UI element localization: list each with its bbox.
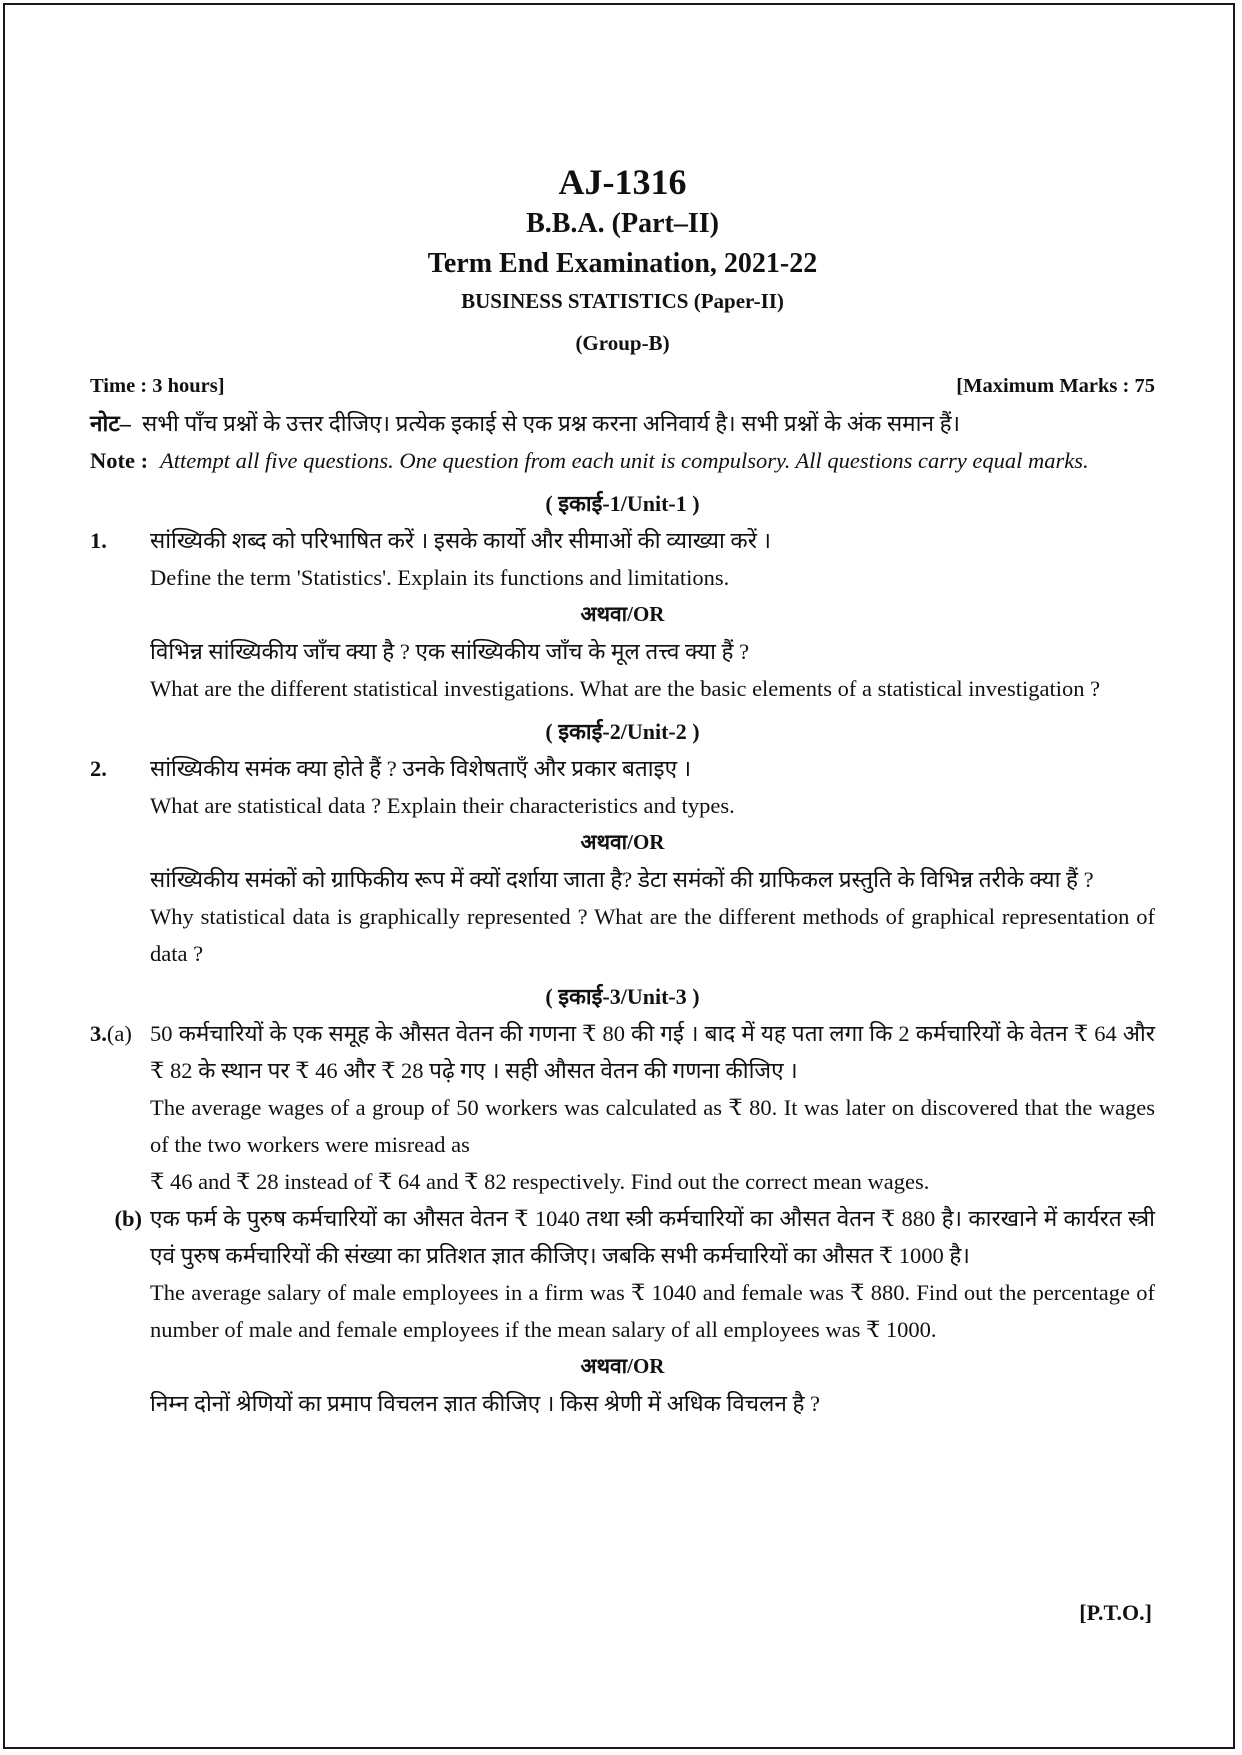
question-1-alt-english: What are the different statistical investigations. What are the basic elements of a statistical investigation ? xyxy=(150,676,1101,701)
question-3a-english-1: The average wages of a group of 50 workers was calculated as ₹ 80. It was later on discovered that the wages of the two workers were misread as xyxy=(150,1095,1155,1157)
question-1-english: Define the term 'Statistics'. Explain its functions and limitations. xyxy=(150,565,730,590)
course-name: B.B.A. (Part–II) xyxy=(526,208,719,239)
sub-part-b-label: (b) xyxy=(114,1206,142,1231)
question-1-hindi: सांख्यिकी शब्द को परिभाषित करें । इसके कार्यो और सीमाओं की व्याख्या करें । xyxy=(150,528,772,553)
question-number: 2. xyxy=(90,756,107,781)
question-3-number: 3. xyxy=(90,1021,107,1046)
question-3-alt-hindi: निम्न दोनों श्रेणियों का प्रमाप विचलन ज्ञात कीजिए । किस श्रेणी में अधिक विचलन है ? xyxy=(150,1391,821,1416)
note-english-label: Note : xyxy=(90,448,149,473)
question-1 xyxy=(90,522,1155,596)
note-english-text: Attempt all five questions. One question from each unit is compulsory. All questions carry equal marks. xyxy=(160,448,1089,473)
time-allowed: Time : 3 hours] xyxy=(90,375,225,397)
question-2-alt-english: Why statistical data is graphically represented ? What are the different methods of graphical representation of data ? xyxy=(150,904,1155,966)
please-turn-over: [P.T.O.] xyxy=(1079,1600,1152,1625)
question-3-alternative xyxy=(90,1385,1155,1422)
question-2-hindi: सांख्यिकीय समंक क्या होते हैं ? उनके विशेषताएँ और प्रकार बताइए । xyxy=(150,756,692,781)
question-2-alternative xyxy=(90,861,1155,972)
question-1-alt-hindi: विभिन्न सांख्यिकीय जाँच क्या है ? एक सांख्यिकीय जाँच के मूल तत्त्व क्या हैं ? xyxy=(150,639,750,664)
question-3b xyxy=(90,1200,1155,1348)
question-3b-hindi: एक फर्म के पुरुष कर्मचारियों का औसत वेतन ₹ 1040 तथा स्त्री कर्मचारियों का औसत वेतन ₹ 880 है। कारखाने में कार्यरत स्त्री एवं पुरुष कर्मचारियों की संख्या का प्रतिशत ज्ञात कीजिए। जबकि सभी कर्मचारियों का औसत ₹ 1000 है। xyxy=(150,1206,1155,1268)
question-1-alternative xyxy=(90,633,1155,707)
question-3a-english-2: ₹ 46 and ₹ 28 instead of ₹ 64 and ₹ 82 respectively. Find out the correct mean wages. xyxy=(150,1169,930,1194)
question-3a-hindi: 50 कर्मचारियों के एक समूह के औसत वेतन की गणना ₹ 80 की गई । बाद में यह पता लगा कि 2 कर्मचारियों के वेतन ₹ 64 और ₹ 82 के स्थान पर ₹ 46 और ₹ 28 पढ़े गए । सही औसत वेतन की गणना कीजिए । xyxy=(150,1021,1155,1083)
exam-name: Term End Examination, 2021-22 xyxy=(427,248,818,279)
unit-2-heading: ( इकाई-2/Unit-2 ) xyxy=(545,719,700,744)
note-hindi xyxy=(90,405,1155,442)
question-2-english: What are statistical data ? Explain their characteristics and types. xyxy=(150,793,735,818)
question-3a-continuation xyxy=(90,1163,1155,1200)
unit-3-heading: ( इकाई-3/Unit-3 ) xyxy=(545,984,700,1009)
exam-paper xyxy=(90,160,1155,1422)
question-3a xyxy=(90,1015,1155,1163)
unit-1-heading: ( इकाई-1/Unit-1 ) xyxy=(545,491,700,516)
time-marks-row xyxy=(90,368,1155,405)
note-english xyxy=(90,442,1155,479)
note-hindi-text: सभी पाँच प्रश्नों के उत्तर दीजिए। प्रत्येक इकाई से एक प्रश्न करना अनिवार्य है। सभी प्रश्नों के अंक समान हैं। xyxy=(142,411,961,436)
or-divider: अथवा/OR xyxy=(580,830,665,854)
sub-part-a-label: (a) xyxy=(106,1021,132,1046)
question-2-alt-hindi: सांख्यिकीय समंकों को ग्राफिकीय रूप में क्यों दर्शाया जाता है? डेटा समंकों की ग्राफिकल प्रस्तुति के विभिन्न तरीके क्या हैं ? xyxy=(150,867,1094,892)
subject-name: BUSINESS STATISTICS (Paper-II) xyxy=(461,289,784,313)
question-number: 1. xyxy=(90,528,107,553)
group-name: (Group-B) xyxy=(575,331,670,355)
question-3b-english: The average salary of male employees in a firm was ₹ 1040 and female was ₹ 880. Find out the percentage of number of male and female employees if the mean salary of all employees was ₹ 1000. xyxy=(150,1280,1155,1342)
question-2 xyxy=(90,750,1155,824)
maximum-marks: [Maximum Marks : 75 xyxy=(956,375,1155,397)
note-hindi-label: नोट– xyxy=(90,411,131,436)
question-number xyxy=(90,1015,150,1163)
or-divider: अथवा/OR xyxy=(580,1354,665,1378)
or-divider: अथवा/OR xyxy=(580,602,665,626)
paper-code: AJ-1316 xyxy=(558,162,687,202)
